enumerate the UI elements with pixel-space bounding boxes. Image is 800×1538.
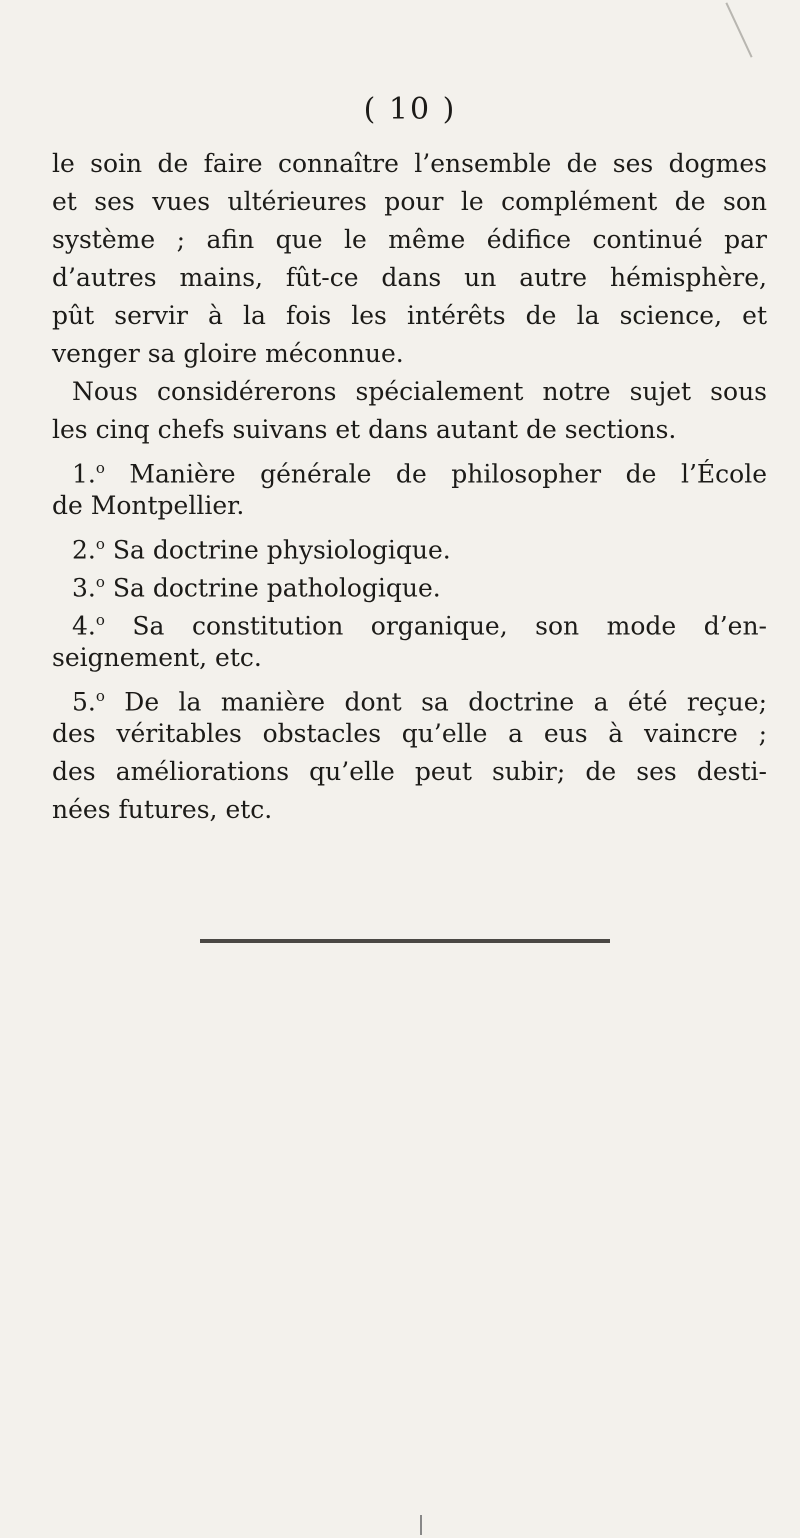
section-number: 2. xyxy=(72,535,96,565)
section-number: 5. xyxy=(72,687,96,717)
ordinal-suffix: o xyxy=(95,459,105,477)
section-line xyxy=(52,601,767,639)
section-item xyxy=(52,677,767,829)
page-number: ( 10 ) xyxy=(363,92,457,127)
paragraph xyxy=(52,145,767,373)
paragraph xyxy=(52,373,767,449)
text-line: seignement, etc. xyxy=(52,643,262,672)
text-line: pût servir à la fois les intérêts de la science, et xyxy=(52,301,767,330)
section-item xyxy=(52,525,767,563)
section-title: Sa doctrine pathologique. xyxy=(112,573,441,603)
section-line xyxy=(52,449,767,487)
section-item xyxy=(52,601,767,677)
section-line xyxy=(52,563,767,601)
body-text xyxy=(52,145,767,829)
section-line xyxy=(52,677,767,715)
text-line: des véritables obstacles qu’elle a eus à vaincre ; xyxy=(52,719,767,748)
section-item xyxy=(52,563,767,601)
ordinal-suffix: o xyxy=(95,535,105,553)
text-line: nées futures, etc. xyxy=(52,795,273,824)
text-line: Nous considérerons spécialement notre sujet sous xyxy=(72,377,767,406)
ordinal-suffix: o xyxy=(95,687,105,705)
section-title: Sa doctrine physiologique. xyxy=(112,535,451,565)
text-line: le soin de faire connaître l’ensemble de ses dogmes xyxy=(52,149,767,178)
ordinal-suffix: o xyxy=(95,611,105,629)
text-line: venger sa gloire méconnue. xyxy=(52,339,404,368)
text-line: de Montpellier. xyxy=(52,491,245,520)
section-line xyxy=(52,525,767,563)
text-line: et ses vues ultérieures pour le complément de son xyxy=(52,187,767,216)
section-title: De la manière dont sa doctrine a été reçue; xyxy=(124,687,767,717)
ordinal-suffix: o xyxy=(95,573,105,591)
text-line: système ; afin que le même édifice continué par xyxy=(52,225,767,254)
section-number: 3. xyxy=(72,573,96,603)
text-line: d’autres mains, fût-ce dans un autre hémisphère, xyxy=(52,263,767,292)
margin-mark xyxy=(420,1515,422,1535)
section-item xyxy=(52,449,767,525)
text-line: les cinq chefs suivans et dans autant de sections. xyxy=(52,415,677,444)
margin-mark xyxy=(725,2,752,57)
section-number: 1. xyxy=(72,459,96,489)
section-divider-rule xyxy=(200,939,610,943)
section-number: 4. xyxy=(72,611,96,641)
section-title: Manière générale de philosopher de l’École xyxy=(129,459,767,489)
section-title: Sa constitution organique, son mode d’en- xyxy=(132,611,767,641)
text-line: des améliorations qu’elle peut subir; de ses desti- xyxy=(52,757,767,786)
